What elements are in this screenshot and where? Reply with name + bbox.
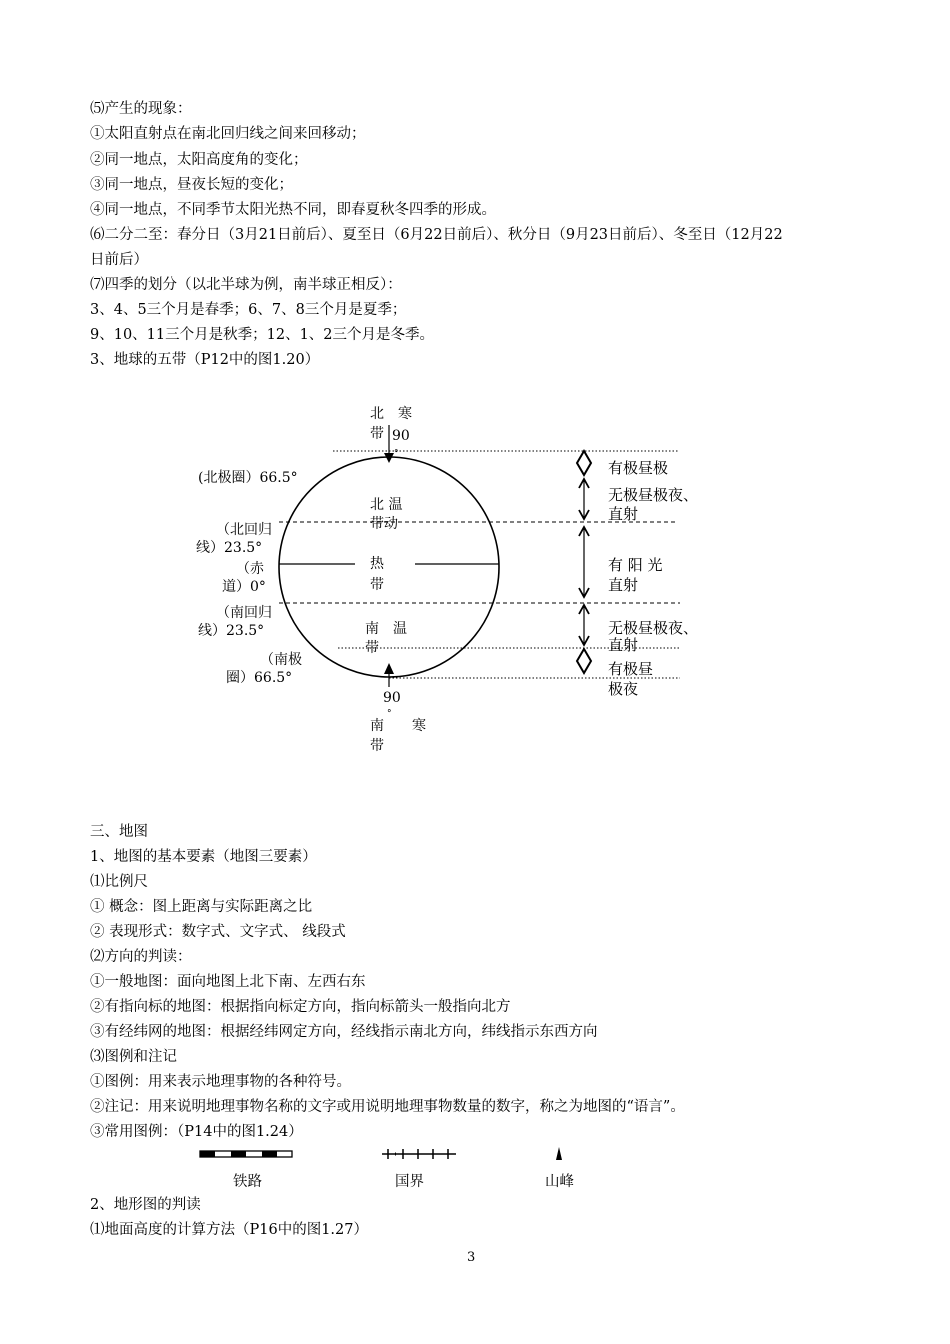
label-tropic-cancer: 线）23.5° xyxy=(196,540,263,556)
text-line: ⑺四季的划分（以北半球为例，南半球正相反）： xyxy=(90,277,402,293)
label-polar-day-night-bottom: 有极昼 xyxy=(608,660,654,678)
south-arrow-head xyxy=(384,663,394,674)
text-line: ① 概念：图上距离与实际距离之比 xyxy=(90,899,313,915)
label-equator: （赤 xyxy=(236,561,264,577)
legend-peak-label: 山峰 xyxy=(545,1174,574,1190)
diamond-bottom xyxy=(577,649,591,673)
label-arctic-circle: (北极圈）66.5° xyxy=(198,470,298,486)
label-no-polar-bottom: 直射 xyxy=(608,636,639,654)
earth-five-zones-diagram xyxy=(0,395,950,775)
label-direct-sun: 有 阳 光 xyxy=(608,556,663,574)
label-north-temperate: 北 温 xyxy=(370,497,403,513)
text-line: ⑴比例尺 xyxy=(90,874,148,890)
label-tropical: 热 xyxy=(370,556,384,572)
label-antarctic-circle: 圈）66.5° xyxy=(226,670,293,686)
text-line: ①一般地图：面向地图上北下南、左西右东 xyxy=(90,974,366,990)
text-line: ② 表现形式：数字式、文字式、 线段式 xyxy=(90,924,346,940)
text-line: 日前后） xyxy=(90,252,148,268)
text-line: ③有经纬网的地图：根据经纬网定方向，经线指示南北方向，纬线指示东西方向 xyxy=(90,1024,598,1040)
label-no-polar-bottom: 无极昼极夜、 xyxy=(608,619,699,637)
label-equator: 道）0° xyxy=(222,579,266,595)
text-line: ②有指向标的地图：根据指向标定方向，指向标箭头一般指向北方 xyxy=(90,999,511,1015)
railway-symbol xyxy=(200,1151,292,1157)
text-line: ③常用图例：（P14中的图1.24） xyxy=(90,1124,303,1140)
label-tropic-capricorn: 线）23.5° xyxy=(198,623,265,639)
text-line: 9、10、11三个月是秋季；12、1、2三个月是冬季。 xyxy=(90,327,435,343)
label-south-frigid: 南 寒 xyxy=(370,718,426,734)
text-line: 1、地图的基本要素（地图三要素） xyxy=(90,849,317,865)
text-line: ⑵方向的判读： xyxy=(90,949,192,965)
label-tropical: 带 xyxy=(370,577,384,593)
text-line: ②注记：用来说明地理事物名称的文字或用说明地理事物数量的数字，称之为地图的“语言”。 xyxy=(90,1099,685,1115)
label-direct-sun: 直射 xyxy=(608,576,639,594)
section-heading: 3、地球的五带（P12中的图1.20） xyxy=(90,352,320,368)
mountain-peak-symbol xyxy=(556,1147,562,1160)
label-north-frigid: 北 寒 xyxy=(370,406,412,422)
text-line: ④同一地点，不同季节太阳光热不同，即春夏秋冬四季的形成。 xyxy=(90,202,496,218)
label-north-degree: ° xyxy=(394,449,399,459)
label-polar-day-night-bottom: 极夜 xyxy=(608,680,639,698)
map-legend-symbols xyxy=(0,1140,950,1190)
label-south-90: 90 xyxy=(383,690,401,706)
text-line: ①图例：用来表示地理事物的各种符号。 xyxy=(90,1074,351,1090)
label-north-frigid: 带 xyxy=(370,426,384,442)
north-arrow-head xyxy=(384,453,394,463)
label-no-polar-top: 无极昼极夜、 xyxy=(608,486,699,504)
legend-border-label: 国界 xyxy=(395,1174,424,1190)
text-line: ⑹二分二至：春分日（3月21日前后）、夏至日（6月22日前后）、秋分日（9月23日前后）、冬至日（12月22 xyxy=(90,227,783,243)
label-antarctic-circle: （南极 xyxy=(260,652,302,668)
label-south-temperate: 带 xyxy=(365,640,379,656)
text-line: 2、地形图的判读 xyxy=(90,1197,201,1213)
text-line: ①太阳直射点在南北回归线之间来回移动； xyxy=(90,126,366,142)
earth-circle xyxy=(279,457,499,677)
label-tropic-capricorn: （南回归 xyxy=(216,605,272,621)
diamond-top xyxy=(577,451,591,475)
label-tropic-cancer: （北回归 xyxy=(216,522,272,538)
label-no-polar-top: 直射 xyxy=(608,505,639,523)
label-south-frigid: 带 xyxy=(370,738,384,754)
text-line: ⑸产生的现象： xyxy=(90,101,192,117)
page-number: 3 xyxy=(467,1250,476,1265)
text-line: ⑴地面高度的计算方法（P16中的图1.27） xyxy=(90,1222,368,1238)
border-symbol xyxy=(382,1149,456,1159)
legend-railway-label: 铁路 xyxy=(233,1174,262,1190)
text-line: ③同一地点，昼夜长短的变化； xyxy=(90,177,293,193)
label-south-degree: ° xyxy=(387,709,392,719)
text-line: ②同一地点，太阳高度角的变化； xyxy=(90,152,308,168)
label-north-90: 90 xyxy=(392,428,410,444)
section-heading: 三、地图 xyxy=(90,824,148,840)
text-line: ⑶图例和注记 xyxy=(90,1049,177,1065)
label-south-temperate: 南 温 xyxy=(365,621,407,637)
label-north-temperate: 带动 xyxy=(370,516,398,532)
text-line: 3、4、5三个月是春季；6、7、8三个月是夏季； xyxy=(90,302,407,318)
label-polar-day-night-top: 有极昼极 xyxy=(608,459,669,477)
